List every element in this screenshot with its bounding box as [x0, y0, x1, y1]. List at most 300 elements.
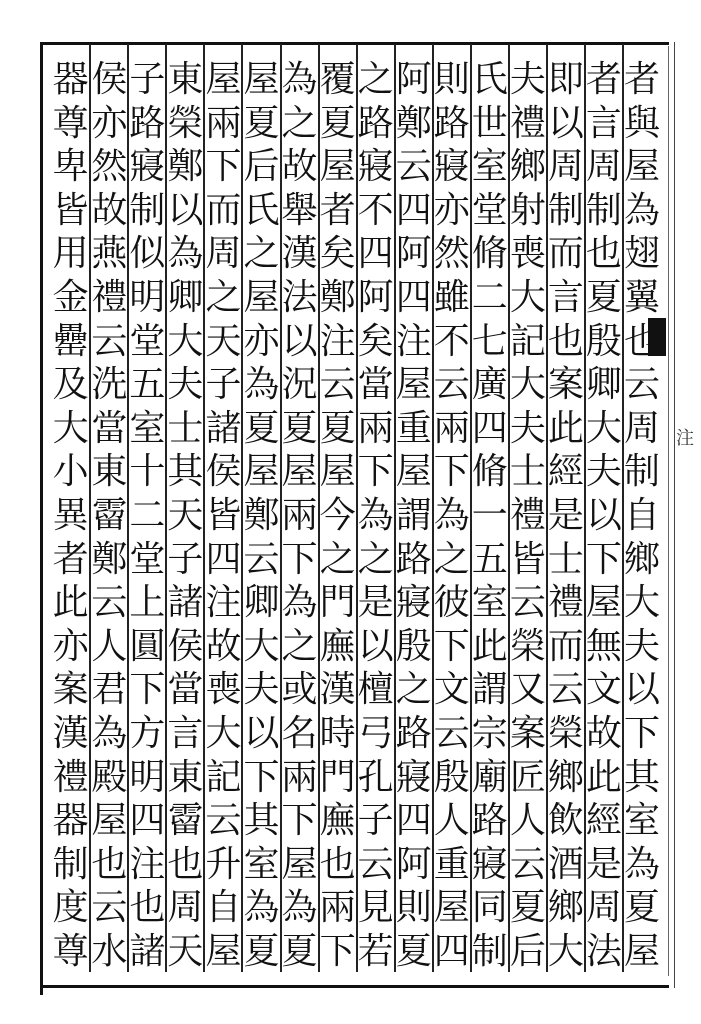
text-glyph: 人	[433, 800, 470, 842]
text-glyph: 然	[91, 146, 128, 188]
text-glyph: 其	[167, 451, 204, 493]
text-glyph: 寢	[395, 756, 432, 798]
text-glyph: 諸	[167, 582, 204, 624]
text-glyph: 二	[129, 494, 166, 536]
text-glyph: 器	[52, 59, 89, 100]
text-glyph: 漢	[52, 712, 89, 754]
text-glyph: 亦	[52, 625, 89, 667]
text-glyph: 室	[243, 843, 280, 885]
text-glyph: 寢	[471, 843, 508, 885]
text-glyph: 者	[319, 189, 356, 231]
text-glyph: 似	[129, 233, 166, 275]
text-glyph: 四	[357, 233, 394, 275]
text-glyph: 鄭	[395, 102, 432, 144]
text-glyph: 諸	[129, 930, 166, 972]
text-glyph: 為	[281, 887, 318, 929]
text-glyph: 四	[129, 800, 166, 842]
text-glyph: 四	[395, 276, 432, 318]
text-glyph: 兩	[319, 887, 356, 929]
text-glyph: 夏	[281, 407, 318, 449]
text-glyph: 殷	[585, 320, 622, 362]
text-column	[52, 44, 89, 972]
text-glyph: 周	[167, 887, 204, 929]
text-glyph: 覆	[319, 59, 356, 100]
text-glyph: 堂	[471, 189, 508, 231]
text-glyph: 時	[319, 712, 356, 754]
text-glyph: 下	[129, 669, 166, 711]
text-glyph: 夏	[319, 407, 356, 449]
text-glyph: 文	[585, 669, 622, 711]
text-column	[165, 44, 203, 972]
text-column	[318, 44, 356, 972]
text-glyph: 自	[623, 494, 660, 536]
text-glyph: 下	[623, 712, 660, 754]
text-glyph: 度	[52, 887, 89, 929]
text-glyph: 罍	[52, 320, 89, 362]
text-glyph: 宗	[471, 712, 508, 754]
text-glyph: 侯	[91, 59, 128, 100]
text-glyph: 不	[357, 189, 394, 231]
text-glyph: 用	[52, 233, 89, 275]
text-glyph: 弓	[357, 712, 394, 754]
text-glyph: 案	[52, 669, 89, 711]
text-glyph: 之	[281, 625, 318, 667]
text-glyph: 周	[585, 887, 622, 929]
text-glyph: 大	[509, 364, 546, 406]
text-glyph: 升	[205, 843, 242, 885]
text-glyph: 之	[395, 669, 432, 711]
text-glyph: 圓	[129, 625, 166, 667]
text-glyph: 殿	[91, 756, 128, 798]
text-glyph: 天	[205, 320, 242, 362]
text-glyph: 制	[129, 189, 166, 231]
text-glyph: 夫	[167, 364, 204, 406]
text-glyph: 阿	[357, 276, 394, 318]
text-glyph: 與	[623, 102, 660, 144]
text-glyph: 五	[471, 538, 508, 580]
text-glyph: 室	[471, 146, 508, 188]
text-glyph: 翅	[623, 233, 660, 275]
text-glyph: 以	[281, 320, 318, 362]
text-glyph: 寢	[129, 146, 166, 188]
text-glyph: 以	[243, 712, 280, 754]
text-glyph: 東	[91, 451, 128, 493]
text-glyph: 屋	[319, 146, 356, 188]
text-glyph: 當	[357, 364, 394, 406]
text-glyph: 也	[623, 320, 660, 362]
text-glyph: 射	[509, 189, 546, 231]
text-glyph: 侯	[205, 451, 242, 493]
text-glyph: 以	[623, 669, 660, 711]
text-glyph: 士	[509, 451, 546, 493]
text-glyph: 屋	[243, 451, 280, 493]
text-glyph: 不	[433, 320, 470, 362]
page-edge-line	[668, 46, 669, 976]
text-glyph: 案	[509, 712, 546, 754]
text-glyph: 小	[52, 451, 89, 493]
text-glyph: 屋	[243, 59, 280, 100]
text-glyph: 下	[281, 538, 318, 580]
text-glyph: 屋	[91, 800, 128, 842]
vertical-text-area	[52, 44, 660, 972]
text-glyph: 下	[357, 451, 394, 493]
text-glyph: 為	[281, 59, 318, 100]
text-glyph: 榮	[547, 712, 584, 754]
text-glyph: 禮	[509, 494, 546, 536]
text-glyph: 亦	[433, 189, 470, 231]
text-glyph: 東	[167, 59, 204, 100]
text-glyph: 夏	[509, 887, 546, 929]
text-glyph: 門	[319, 582, 356, 624]
text-glyph: 之	[281, 102, 318, 144]
text-glyph: 皆	[205, 494, 242, 536]
text-glyph: 后	[509, 930, 546, 972]
text-glyph: 卿	[585, 364, 622, 406]
text-glyph: 五	[129, 364, 166, 406]
text-glyph: 兩	[281, 756, 318, 798]
text-glyph: 氏	[243, 189, 280, 231]
text-glyph: 也	[585, 233, 622, 275]
text-glyph: 天	[167, 494, 204, 536]
text-glyph: 云	[547, 669, 584, 711]
text-glyph: 屋	[623, 146, 660, 188]
text-glyph: 之	[433, 538, 470, 580]
text-glyph: 大	[205, 712, 242, 754]
text-glyph: 廡	[319, 800, 356, 842]
text-column	[356, 44, 394, 972]
text-glyph: 屋	[243, 276, 280, 318]
text-glyph: 以	[585, 494, 622, 536]
text-glyph: 堂	[129, 538, 166, 580]
text-glyph: 之	[357, 538, 394, 580]
text-glyph: 以	[167, 189, 204, 231]
text-glyph: 世	[471, 102, 508, 144]
text-glyph: 阿	[395, 59, 432, 100]
text-glyph: 器	[52, 800, 89, 842]
text-glyph: 之	[357, 59, 394, 100]
text-glyph: 卿	[167, 276, 204, 318]
text-glyph: 子	[129, 59, 166, 100]
text-glyph: 云	[433, 364, 470, 406]
text-glyph: 即	[547, 59, 584, 100]
text-glyph: 故	[205, 625, 242, 667]
text-glyph: 重	[433, 843, 470, 885]
text-glyph: 注	[395, 320, 432, 362]
text-glyph: 故	[91, 189, 128, 231]
text-glyph: 案	[547, 364, 584, 406]
text-glyph: 鄉	[623, 538, 660, 580]
text-glyph: 文	[433, 669, 470, 711]
text-glyph: 人	[509, 800, 546, 842]
text-glyph: 下	[281, 800, 318, 842]
text-glyph: 其	[623, 756, 660, 798]
text-glyph: 是	[547, 494, 584, 536]
text-glyph: 飲	[547, 800, 584, 842]
text-glyph: 云	[509, 582, 546, 624]
text-glyph: 云	[205, 800, 242, 842]
text-glyph: 記	[205, 756, 242, 798]
text-glyph: 故	[585, 712, 622, 754]
text-glyph: 一	[471, 494, 508, 536]
text-glyph: 榮	[509, 625, 546, 667]
text-glyph: 皆	[509, 538, 546, 580]
text-glyph: 為	[623, 189, 660, 231]
text-column	[508, 44, 546, 972]
text-glyph: 四	[433, 930, 470, 972]
text-glyph: 為	[243, 887, 280, 929]
text-glyph: 翼	[623, 276, 660, 318]
text-glyph: 周	[205, 233, 242, 275]
text-glyph: 門	[319, 756, 356, 798]
text-glyph: 夏	[281, 930, 318, 972]
text-glyph: 子	[205, 364, 242, 406]
text-glyph: 為	[357, 494, 394, 536]
text-glyph: 注	[205, 582, 242, 624]
text-glyph: 者	[585, 59, 622, 100]
text-glyph: 君	[91, 669, 128, 711]
text-glyph: 制	[623, 451, 660, 493]
text-glyph: 云	[91, 320, 128, 362]
text-glyph: 兩	[357, 407, 394, 449]
text-glyph: 以	[547, 102, 584, 144]
text-glyph: 為	[281, 582, 318, 624]
text-glyph: 同	[471, 887, 508, 929]
text-glyph: 堂	[129, 320, 166, 362]
text-glyph: 則	[433, 59, 470, 100]
text-glyph: 云	[91, 887, 128, 929]
text-glyph: 路	[129, 102, 166, 144]
text-glyph: 寢	[395, 582, 432, 624]
text-glyph: 制	[471, 930, 508, 972]
text-glyph: 夏	[623, 887, 660, 929]
text-glyph: 也	[129, 887, 166, 929]
text-glyph: 舉	[281, 189, 318, 231]
text-glyph: 屋	[281, 451, 318, 493]
text-glyph: 漢	[281, 233, 318, 275]
text-glyph: 屋	[205, 930, 242, 972]
text-glyph: 夫	[243, 669, 280, 711]
text-glyph: 四	[395, 189, 432, 231]
text-glyph: 明	[129, 276, 166, 318]
text-glyph: 四	[205, 538, 242, 580]
text-column	[394, 44, 432, 972]
text-glyph: 兩	[433, 407, 470, 449]
text-glyph: 亦	[243, 320, 280, 362]
text-glyph: 洗	[91, 364, 128, 406]
text-glyph: 禮	[547, 582, 584, 624]
text-glyph: 阿	[395, 843, 432, 885]
text-glyph: 是	[585, 843, 622, 885]
text-glyph: 今	[319, 494, 356, 536]
text-glyph: 者	[623, 59, 660, 100]
text-glyph: 屋	[623, 930, 660, 972]
text-glyph: 下	[433, 625, 470, 667]
text-glyph: 也	[319, 843, 356, 885]
text-glyph: 故	[281, 146, 318, 188]
text-glyph: 法	[585, 930, 622, 972]
text-glyph: 及	[52, 364, 89, 406]
text-glyph: 路	[357, 102, 394, 144]
text-glyph: 鄭	[319, 276, 356, 318]
text-glyph: 氏	[471, 59, 508, 100]
text-glyph: 諸	[205, 407, 242, 449]
text-glyph: 周	[585, 146, 622, 188]
text-glyph: 矣	[357, 320, 394, 362]
text-glyph: 鄉	[547, 756, 584, 798]
text-column	[622, 44, 660, 972]
text-glyph: 皆	[52, 189, 89, 231]
text-glyph: 匠	[509, 756, 546, 798]
text-glyph: 霤	[91, 494, 128, 536]
text-glyph: 周	[623, 407, 660, 449]
text-glyph: 士	[547, 538, 584, 580]
text-glyph: 也	[547, 320, 584, 362]
text-glyph: 之	[319, 538, 356, 580]
text-glyph: 謂	[471, 669, 508, 711]
text-glyph: 喪	[205, 669, 242, 711]
text-glyph: 注	[129, 843, 166, 885]
text-glyph: 謂	[395, 494, 432, 536]
text-glyph: 四	[471, 407, 508, 449]
text-glyph: 屋	[395, 364, 432, 406]
text-glyph: 記	[509, 320, 546, 362]
text-glyph: 為	[167, 233, 204, 275]
text-glyph: 或	[281, 669, 318, 711]
text-glyph: 廣	[471, 364, 508, 406]
text-glyph: 大	[243, 625, 280, 667]
text-glyph: 屋	[281, 843, 318, 885]
text-glyph: 又	[509, 669, 546, 711]
text-glyph: 路	[471, 800, 508, 842]
text-glyph: 酒	[547, 843, 584, 885]
text-glyph: 夏	[395, 930, 432, 972]
text-glyph: 夫	[623, 625, 660, 667]
text-glyph: 室	[129, 407, 166, 449]
text-glyph: 云	[91, 582, 128, 624]
text-glyph: 為	[623, 843, 660, 885]
text-glyph: 室	[623, 800, 660, 842]
text-glyph: 而	[547, 233, 584, 275]
text-glyph: 此	[471, 625, 508, 667]
text-glyph: 屋	[395, 451, 432, 493]
text-glyph: 大	[509, 276, 546, 318]
text-glyph: 為	[433, 494, 470, 536]
text-glyph: 下	[585, 538, 622, 580]
text-glyph: 七	[471, 320, 508, 362]
text-glyph: 禮	[509, 102, 546, 144]
text-glyph: 云	[319, 364, 356, 406]
text-glyph: 名	[281, 712, 318, 754]
text-glyph: 言	[547, 276, 584, 318]
text-glyph: 鄭	[243, 494, 280, 536]
text-glyph: 人	[91, 625, 128, 667]
text-glyph: 制	[547, 189, 584, 231]
text-glyph: 卑	[52, 146, 89, 188]
text-glyph: 脩	[471, 451, 508, 493]
text-glyph: 喪	[509, 233, 546, 275]
text-glyph: 云	[243, 538, 280, 580]
text-column	[470, 44, 508, 972]
text-glyph: 云	[357, 843, 394, 885]
text-glyph: 夫	[509, 59, 546, 100]
text-glyph: 其	[243, 800, 280, 842]
text-glyph: 方	[129, 712, 166, 754]
bottom-tick	[40, 985, 43, 995]
text-glyph: 雖	[433, 276, 470, 318]
text-glyph: 孔	[357, 756, 394, 798]
text-glyph: 大	[52, 407, 89, 449]
text-glyph: 鄉	[509, 146, 546, 188]
text-glyph: 當	[91, 407, 128, 449]
text-glyph: 此	[585, 756, 622, 798]
text-column	[432, 44, 470, 972]
text-glyph: 鄭	[167, 146, 204, 188]
text-glyph: 異	[52, 494, 89, 536]
text-glyph: 則	[395, 887, 432, 929]
text-glyph: 士	[167, 407, 204, 449]
text-glyph: 為	[91, 712, 128, 754]
text-glyph: 況	[281, 364, 318, 406]
text-glyph: 之	[205, 276, 242, 318]
text-glyph: 下	[319, 930, 356, 972]
text-glyph: 廡	[319, 625, 356, 667]
text-glyph: 夏	[243, 407, 280, 449]
text-glyph: 大	[623, 582, 660, 624]
text-column	[127, 44, 165, 972]
text-glyph: 夫	[585, 451, 622, 493]
text-glyph: 大	[547, 930, 584, 972]
text-glyph: 金	[52, 276, 89, 318]
text-glyph: 兩	[281, 494, 318, 536]
text-glyph: 當	[167, 669, 204, 711]
text-glyph: 以	[357, 625, 394, 667]
text-glyph: 上	[129, 582, 166, 624]
text-glyph: 注	[319, 320, 356, 362]
text-glyph: 彼	[433, 582, 470, 624]
text-glyph: 下	[433, 451, 470, 493]
text-glyph: 屋	[319, 451, 356, 493]
text-glyph: 下	[205, 146, 242, 188]
text-column	[241, 44, 279, 972]
text-glyph: 是	[357, 582, 394, 624]
text-glyph: 殷	[433, 756, 470, 798]
text-glyph: 自	[205, 887, 242, 929]
text-column	[89, 44, 127, 972]
text-glyph: 子	[357, 800, 394, 842]
text-glyph: 見	[357, 887, 394, 929]
text-column	[584, 44, 622, 972]
text-glyph: 阿	[395, 233, 432, 275]
text-glyph: 夫	[509, 407, 546, 449]
text-glyph: 云	[433, 712, 470, 754]
text-glyph: 尊	[52, 930, 89, 972]
text-glyph: 之	[243, 233, 280, 275]
text-glyph: 屋	[433, 887, 470, 929]
text-glyph: 周	[547, 146, 584, 188]
text-glyph: 制	[52, 843, 89, 885]
text-column	[203, 44, 241, 972]
text-glyph: 無	[585, 625, 622, 667]
text-glyph: 禮	[52, 756, 89, 798]
text-column	[546, 44, 584, 972]
text-glyph: 榮	[167, 102, 204, 144]
text-glyph: 路	[395, 538, 432, 580]
text-glyph: 云	[509, 843, 546, 885]
text-glyph: 尊	[52, 102, 89, 144]
text-glyph: 殷	[395, 625, 432, 667]
text-glyph: 后	[243, 146, 280, 188]
text-glyph: 二	[471, 276, 508, 318]
